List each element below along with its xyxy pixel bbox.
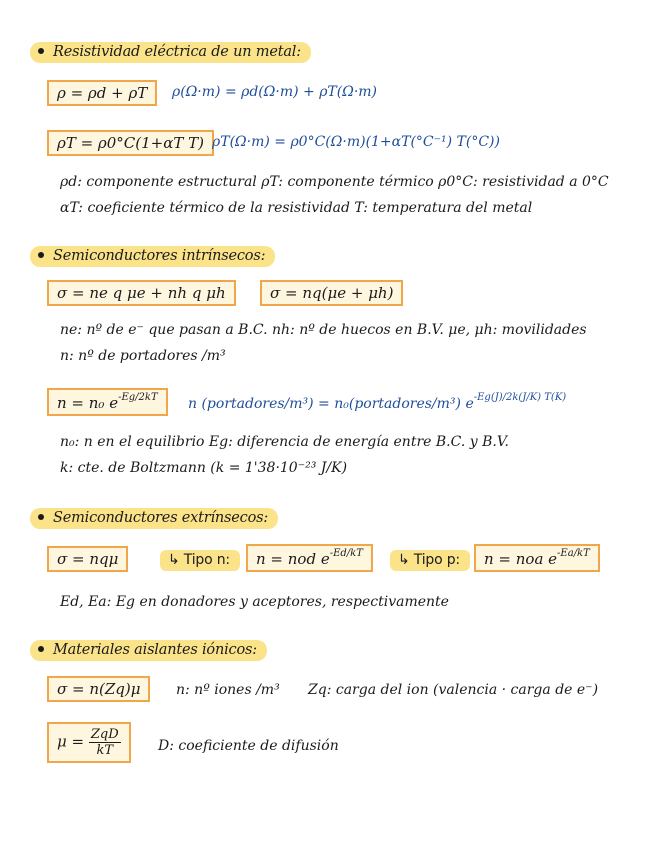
- bullet-icon: [38, 252, 44, 258]
- equation-thermal-resistivity: ρT = ρ0°C(1+αT T): [47, 130, 214, 156]
- equation-carriers-units: n (portadores/m³) = n₀(portadores/m³) $e^{-Eg(J)/2k(J/K) T(K)}$: [188, 392, 567, 412]
- intrinsic-definitions-1: ne: nº de e⁻ que pasan a B.C. nh: nº de huecos en B.V. μe, μh: movilidades: [60, 322, 587, 338]
- equation-conductivity-intrinsic: σ = ne q μe + nh q μh: [47, 280, 236, 306]
- equation-tipo-p: n = noa $e^{-Ea/kT}$: [474, 544, 600, 572]
- equation-thermal-resistivity-units: ρT(Ω·m) = ρ0°C(Ω·m)(1+αT(°C⁻¹) T(°C)): [212, 134, 500, 150]
- equation-conductivity-ionic: σ = n(Zq)μ: [47, 676, 150, 702]
- bullet-icon: [38, 48, 44, 54]
- equation-conductivity-extrinsic: σ = nqμ: [47, 546, 128, 572]
- intrinsic-definitions-3: n₀: n en el equilibrio Eg: diferencia de energía entre B.C. y B.V.: [60, 434, 509, 450]
- equation-carriers: n = n₀ $e^{-Eg/2kT}$: [47, 388, 168, 416]
- equation-mobility-ionic: μ = $\frac{\text{ZqD}}{kT}$: [47, 722, 131, 763]
- metal-definitions-2: αT: coeficiente térmico de la resistividad T: temperatura del metal: [60, 200, 533, 216]
- mobility-fraction: $\frac{\text{ZqD}}{kT}$: [90, 727, 119, 758]
- section-title-extrinsic: Semiconductores extrínsecos:: [30, 508, 278, 529]
- ionic-definition-d: D: coeficiente de difusión: [158, 738, 339, 754]
- intrinsic-definitions-4: k: cte. de Boltzmann (k = 1'38·10⁻²³ J/K): [60, 460, 348, 476]
- equation-resistivity: ρ = ρd + ρT: [47, 80, 157, 106]
- label-tipo-n: ↳ Tipo n:: [160, 550, 240, 571]
- equation-tipo-n: n = nod $e^{-Ed/kT}$: [246, 544, 373, 572]
- ionic-definition-n: n: nº iones /m³: [176, 682, 280, 698]
- bullet-icon: [38, 646, 44, 652]
- bullet-icon: [38, 514, 44, 520]
- equation-resistivity-units: ρ(Ω·m) = ρd(Ω·m) + ρT(Ω·m): [172, 84, 378, 100]
- intrinsic-definitions-2: n: nº de portadores /m³: [60, 348, 226, 364]
- ionic-definition-zq: Zq: carga del ion (valencia · carga de e⁻): [308, 682, 599, 698]
- section-title-metal: Resistividad eléctrica de un metal:: [30, 42, 311, 63]
- section-title-ionic: Materiales aislantes iónicos:: [30, 640, 267, 661]
- label-tipo-p: ↳ Tipo p:: [390, 550, 470, 571]
- extrinsic-definitions: Ed, Ea: Eg en donadores y aceptores, respectivamente: [60, 594, 449, 610]
- metal-definitions-1: ρd: componente estructural ρT: componente térmico ρ0°C: resistividad a 0°C: [60, 174, 609, 190]
- equation-conductivity-intrinsic-short: σ = nq(μe + μh): [260, 280, 403, 306]
- section-title-intrinsic: Semiconductores intrínsecos:: [30, 246, 275, 267]
